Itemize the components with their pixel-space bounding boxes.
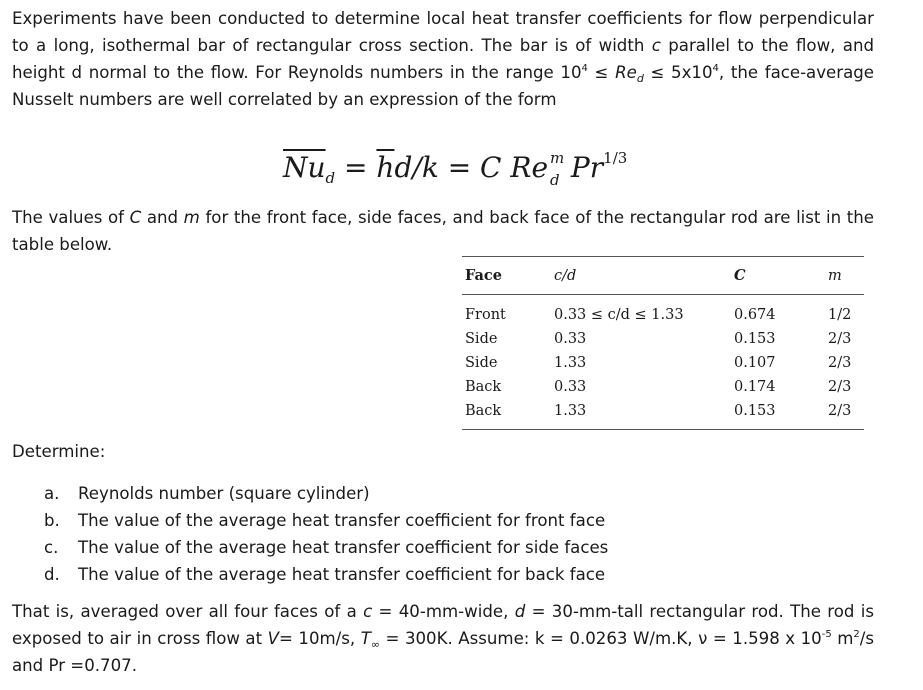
var-d: d bbox=[514, 602, 526, 621]
var-T: T bbox=[360, 629, 371, 648]
closing-text: Pr =0.707. bbox=[48, 656, 137, 675]
table-cell: 2/3 bbox=[828, 331, 852, 347]
var-C: C bbox=[129, 208, 142, 227]
list-text: Reynolds number (square cylinder) bbox=[78, 484, 370, 503]
intro-line-1: Experiments have been conducted to determine local heat transfer coefficients for flow perpendicular to bbox=[12, 9, 874, 55]
intro-text: ≤ 5x10 bbox=[650, 63, 713, 82]
intro-text: normal to the flow. For Reynolds numbers in the range 10 bbox=[88, 63, 582, 82]
eq-equals: = bbox=[335, 151, 377, 184]
task-list bbox=[44, 480, 608, 588]
table-cell: 0.33 bbox=[554, 379, 587, 395]
closing-paragraph bbox=[12, 598, 874, 679]
intro-paragraph bbox=[12, 5, 874, 113]
closing-text: = 10m/s, bbox=[278, 629, 356, 648]
list-item bbox=[44, 534, 608, 561]
table-cell: Side bbox=[465, 331, 498, 347]
table-header-rule bbox=[462, 294, 864, 295]
table-intro-text: table below. bbox=[12, 235, 113, 254]
intro-text: parallel to the flow, and height d bbox=[12, 36, 874, 82]
eq-pr: Pr bbox=[562, 151, 604, 184]
intro-text: e bbox=[626, 63, 637, 82]
table-cell: 1/2 bbox=[828, 307, 852, 323]
header-face: Face bbox=[465, 267, 502, 284]
list-marker: b. bbox=[44, 511, 60, 530]
table-cell: 1.33 bbox=[554, 355, 587, 371]
leq-symbol: ≤ bbox=[594, 63, 609, 82]
var-re bbox=[615, 63, 644, 85]
table-cell: 1.33 bbox=[554, 403, 587, 419]
list-text: The value of the average heat transfer coefficient for side faces bbox=[78, 538, 609, 557]
header-cd: c/d bbox=[554, 268, 577, 284]
closing-text: = 30-mm-tall rectangular rod. The rod is bbox=[531, 602, 875, 621]
var-m: m bbox=[183, 208, 200, 227]
var-c: c bbox=[363, 602, 373, 621]
table-cell: Side bbox=[465, 355, 498, 371]
closing-text: = 40-mm-wide, bbox=[378, 602, 509, 621]
exponent: 2 bbox=[853, 629, 860, 640]
eq-nu: $\overline{Nu}$ bbox=[283, 151, 326, 184]
eq-re-sup: m bbox=[550, 149, 565, 167]
exponent: 4 bbox=[712, 63, 719, 74]
table-cell: Back bbox=[465, 379, 502, 395]
eq-nu-sub: d bbox=[325, 169, 336, 187]
eq-h: $\overline{h}$ bbox=[376, 151, 395, 184]
eq-rest: d/k = C Re bbox=[394, 151, 549, 184]
closing-text: = 300K. Assume: k = 0.0263 W/m.K, ν = 1.598 x 10 bbox=[385, 629, 822, 648]
intro-text: a long, isothermal bar of rectangular cross section. The bar is of width bbox=[36, 36, 645, 55]
intro-text: numbers are well correlated by an expression of the form bbox=[78, 90, 557, 109]
table-intro-text: and bbox=[146, 208, 179, 227]
table-cell: 0.153 bbox=[734, 331, 776, 347]
table-cell: Front bbox=[465, 307, 506, 323]
table-cell: 2/3 bbox=[828, 355, 852, 371]
table-cell: Back bbox=[465, 403, 502, 419]
list-text: The value of the average heat transfer coefficient for front face bbox=[78, 511, 606, 530]
table-cell: 2/3 bbox=[828, 403, 852, 419]
table-cell: 0.153 bbox=[734, 403, 776, 419]
table-cell: 0.174 bbox=[734, 379, 776, 395]
nusselt-equation bbox=[283, 140, 628, 189]
closing-text: m bbox=[831, 629, 854, 648]
eq-re-sub: d bbox=[550, 171, 560, 189]
closing-text: That is, averaged over all four faces of a bbox=[12, 602, 357, 621]
exponent: 4 bbox=[581, 63, 588, 74]
table-intro-paragraph bbox=[12, 204, 874, 258]
header-m: m bbox=[828, 268, 842, 284]
table-cell: 0.33 ≤ c/d ≤ 1.33 bbox=[554, 307, 684, 323]
determine-heading: Determine: bbox=[12, 442, 106, 461]
exponent: -5 bbox=[821, 629, 832, 640]
list-marker: d. bbox=[44, 565, 60, 584]
subscript: d bbox=[636, 72, 644, 85]
table-cell: 0.674 bbox=[734, 307, 776, 323]
list-item bbox=[44, 507, 608, 534]
table-intro-text: The values of bbox=[12, 208, 125, 227]
table-cell: 2/3 bbox=[828, 379, 852, 395]
list-item bbox=[44, 480, 608, 507]
list-marker: a. bbox=[44, 484, 60, 503]
subscript: ∞ bbox=[370, 638, 381, 651]
var-c: c bbox=[651, 36, 661, 55]
eq-pr-sup: 1/3 bbox=[603, 149, 628, 167]
table-intro-text: for the front face, side faces, and back face of the rectangular rod are list in the bbox=[205, 208, 874, 227]
table-cell: 0.107 bbox=[734, 355, 776, 371]
header-C: C bbox=[734, 267, 746, 284]
table-cell: 0.33 bbox=[554, 331, 587, 347]
intro-text: , the face-average Nusselt bbox=[12, 63, 874, 109]
table-bottom-rule bbox=[462, 429, 864, 430]
list-item bbox=[44, 561, 608, 588]
intro-text: R bbox=[615, 63, 627, 82]
table-top-rule bbox=[462, 256, 864, 257]
list-text: The value of the average heat transfer coefficient for back face bbox=[78, 565, 606, 584]
closing-text: /s and bbox=[12, 629, 874, 675]
list-marker: c. bbox=[44, 538, 59, 557]
closing-text: exposed to air in cross flow at bbox=[12, 629, 263, 648]
var-V: V bbox=[267, 629, 279, 648]
